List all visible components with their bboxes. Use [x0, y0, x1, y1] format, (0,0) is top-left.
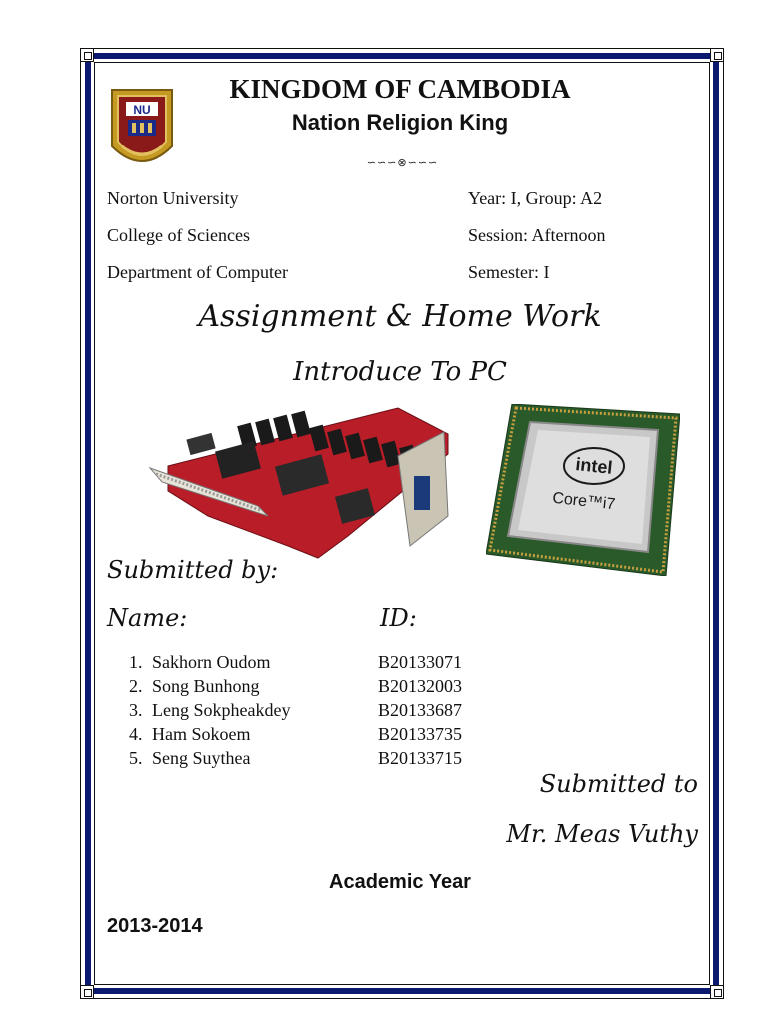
- corner-ornament-bl: [80, 985, 94, 999]
- student-name: Seng Suythea: [152, 748, 251, 768]
- info-college: College of Sciences: [107, 225, 250, 245]
- name-column-header: Name:: [107, 604, 188, 632]
- id-column-header: ID:: [380, 604, 417, 632]
- student-id: B20132003: [378, 676, 463, 696]
- logo-letters: NU: [133, 103, 151, 117]
- academic-year-value: 2013-2014: [107, 915, 203, 937]
- motto-heading: Nation Religion King: [291, 110, 509, 135]
- student-number: 2.: [129, 676, 143, 696]
- corner-ornament-br: [710, 985, 724, 999]
- student-number: 5.: [129, 748, 143, 768]
- assignment-subtitle: Introduce To PC: [293, 357, 507, 387]
- student-id: B20133735: [378, 724, 463, 744]
- student-name: Leng Sokpheakdey: [152, 700, 291, 720]
- student-id: B20133687: [378, 700, 463, 720]
- info-university: Norton University: [107, 188, 239, 208]
- cpu-brand-label: intel: [574, 454, 614, 478]
- student-name: Song Bunhong: [152, 676, 260, 696]
- corner-ornament-tr: [710, 48, 724, 62]
- graphics-card-image: [148, 396, 462, 560]
- info-department: Department of Computer: [107, 262, 288, 282]
- student-number: 1.: [129, 652, 143, 672]
- teacher-name: Mr. Meas Vuthy: [506, 820, 698, 848]
- academic-year-label: Academic Year: [329, 871, 471, 893]
- info-semester: Semester: I: [468, 262, 550, 282]
- corner-ornament-tl: [80, 48, 94, 62]
- cpu-model-label: Core™i7: [551, 489, 617, 514]
- student-number: 3.: [129, 700, 143, 720]
- ornament-divider-icon: ∽∽∽⊗∽∽∽: [366, 157, 439, 169]
- kingdom-heading: KINGDOM OF CAMBODIA: [229, 74, 571, 104]
- student-id: B20133715: [378, 748, 463, 768]
- info-year-group: Year: I, Group: A2: [468, 188, 603, 208]
- submitted-to-label: Submitted to: [539, 770, 698, 798]
- submitted-by-label: Submitted by:: [107, 556, 279, 584]
- student-id: B20133071: [378, 652, 463, 672]
- assignment-title: Assignment & Home Work: [198, 299, 602, 334]
- student-number: 4.: [129, 724, 143, 744]
- student-name: Sakhorn Oudom: [152, 652, 271, 672]
- intel-cpu-image: [486, 404, 680, 576]
- student-name: Ham Sokoem: [152, 724, 251, 744]
- info-session: Session: Afternoon: [468, 225, 606, 245]
